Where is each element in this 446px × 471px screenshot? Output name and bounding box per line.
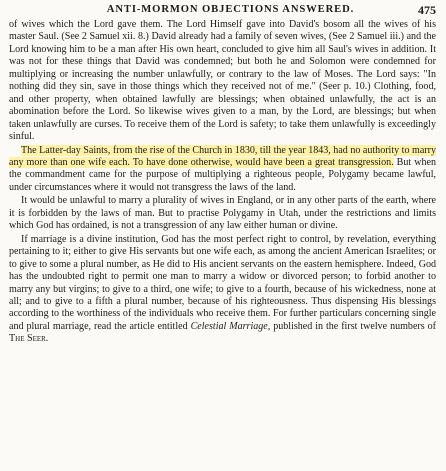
publication-name: The Seer — [9, 333, 46, 345]
highlighted-passage: The Latter-day Saints, from the rise of the Church in 1830, till the year 1843, had no authority to marry any more than one wife each. To have done otherwise, would have been a great transgression. — [9, 144, 436, 168]
paragraph-2-rest: But when the commandment came for the purpose of multiplying a righteous people, Polygamy became lawful, under circumstances where it would not transgress the laws of the land. — [9, 156, 436, 193]
paragraph-3: It would be unlawful to marry a plurality of wives in England, or in any other parts of the earth, where it is forbidden by the laws of man. But to practise Polygamy in Utah, under the restrictions and limits which God has ordained, is not a transgression of any law either human or divine. — [9, 195, 436, 232]
page-body — [9, 19, 436, 346]
paragraph-1: of wives which the Lord gave them. The Lord Himself gave into David's bosom all the wives of his master Saul. (See 2 Samuel xii. 8.) David already had a family of seven wives, (See 2 Samuel iii.) and the Lord knowing him to be a man after His own heart, concluded to give him all Saul's wives in addition. It was not for these things that David was condemned; but both he and Solomon were condemned for multiplying or increasing the number unlawfully, or contrary to the law of Moses. The Lord says: "In nothing did they sin, save in those things which they received not of me." (Seer p. 10.) Clothing, food, and other property, when obtained lawfully are blessings; when obtained unlawfully, the act is an abomination before the Lord. So likewise wives given to a man, by the Lord, are blessings; but when taken unlawfully are curses. To receive them of the Lord is safety; to take them unlawfully is exceedingly sinful. — [9, 19, 436, 143]
page-number: 475 — [418, 3, 436, 17]
paragraph-4 — [9, 234, 436, 346]
article-title: Celestial Marriage, — [190, 320, 271, 332]
running-header — [9, 3, 436, 17]
running-title: ANTI-MORMON OBJECTIONS ANSWERED. — [106, 4, 355, 15]
paragraph-4-continuation: published in the first twelve numbers of — [270, 320, 436, 332]
paragraph-2 — [9, 145, 436, 195]
paragraph-4-text: If marriage is a divine institution, God has the most perfect right to control, by revelation, everything pertaining to it; either to give His servants but one wife each, as among the ancient American Israelites; or to give to some a plural number, as He did to His ancient servants on the eastern hemisphere. Indeed, God has the undoubted right to permit one man to marry a widow or divorced person; to forbid another to marry any but virgins; to give to a third, one wife; to give to a fourth, because of his wickedness, none at all; and to give to a fifth a plural number, because of his righteousness. Thus dispensing His blessings according to the worthiness of the individuals who receive them. For further particulars concerning single and plural marriage, read the article entitled — [9, 233, 436, 332]
paragraph-4-end: . — [45, 333, 49, 345]
